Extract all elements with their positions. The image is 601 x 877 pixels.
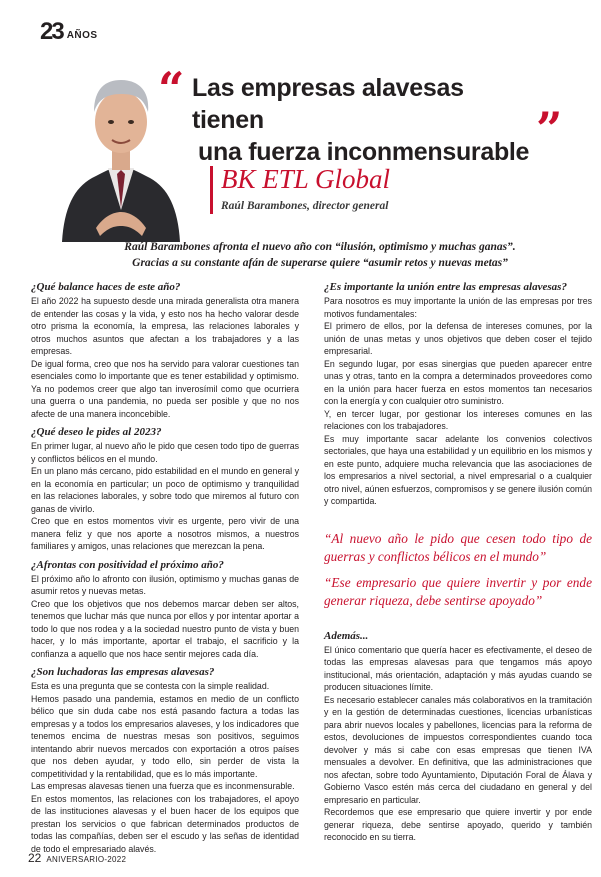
question-heading: ¿Afrontas con positividad el próximo año? — [31, 558, 224, 571]
answer-paragraph: En primer lugar, al nuevo año le pido que cesen todo tipo de guerras y conflictos bélicos en el mundo. — [31, 441, 299, 464]
logo-word: AÑOS — [66, 30, 98, 41]
answer-paragraph: En estos momentos, las relaciones con los trabajadores, el apoyo de las instituciones alavesas y el buen hacer de los equipos que prestan los servicios o que fabrican determinados productos de todas las compañías, deben ser el escudo y las señas de identidad de todo el empresariado alavés. — [31, 793, 299, 854]
pull-quote: “Al nuevo año le pido que cesen todo tipo de guerras y conflictos bélicos en el mundo” — [324, 530, 592, 564]
answer-paragraph: De igual forma, creo que nos ha servido para valorar cuestiones tan esenciales como lo importante que es tener estabilidad y optimismo. Ya no podemos creer que algo tan inverosímil como que ocurriera una guerra o una pandemia, no pueda ser posible y que no nos afecte de una manera inconcebible. — [31, 358, 299, 419]
answer-paragraph: Creo que los objetivos que nos debemos marcar deben ser altos, tenemos que luchar más que nunca por ellos y por intentar aportar a todo lo que nos rodea y a la sociedad nuestro punto de vista y buen hacer, y lo más importante, aportar el trabajo, el sacrificio y la confianza a aquello que nos hace sentir mejores cada día. — [31, 598, 299, 659]
answer-paragraph: Esta es una pregunta que se contesta con la simple realidad. — [31, 681, 270, 691]
person-caption: Raúl Barambones, director general — [221, 200, 389, 212]
page-number: 22 — [28, 851, 42, 865]
footer-label: ANIVERSARIO-2022 — [46, 855, 127, 864]
answer-paragraph: Es necesario establecer canales más colaborativos en la tramitación y en la gestión de determinadas cuestiones, licencias urbanísticas para abrir nuevos locales y pabellones, licencias para la reforma de estos, devoluciones de impuestos correspondientes cuando toca devolver y más si cabe con esas empresas que tienen IVA mensuales a devolver. En definitiva, que las administraciones que nos afectan, sobre todo Ayuntamiento, Diputación Foral de Álava y Gobierno Vasco estén más cerca del ciudadano en general y del empresario en particular. — [324, 694, 592, 805]
lead-line-1: Raúl Barambones afronta el nuevo año con “ilusión, optimismo y muchas ganas”. — [124, 241, 516, 253]
answer-paragraph: El año 2022 ha supuesto desde una mirada generalista otra manera de entender las cosas y la vida, y esto nos ha hecho valorar desde otro prisma la economía, la empresa, las relaciones laborales y otros muchos asuntos que afectan a los trabajadores y a las empresas. — [31, 296, 299, 356]
lead-line-2: Gracias a su constante afán de superarse quiere “asumir retos y nuevas metas” — [132, 257, 508, 269]
answer-paragraph: Hemos pasado una pandemia, estamos en medio de un conflicto bélico que sin duda cabe nos está pasando factura a todas las empresas y a todos los empresarios alaveses, y los indicadores que tenemos encima de nuestras mesas son positivos, seguimos intentando abrir nuevos mercados con exportación a otros países que nos deben ayudar, y todo ello, sin perder de vista la competitividad y la rentabilidad, que es lo más importante. — [31, 693, 299, 779]
answer-paragraph: Es muy importante sacar adelante los convenios colectivos sectoriales, que haya una estabilidad y un equilibrio en los mismos y en este punto, adquiere mucha relevancia que las asociaciones de los empresarios a nivel sectorial, a nivel empresarial o a cualquier otro nivel, aúnen esfuerzos, compromisos y se genere ilusión común y compartida. — [324, 433, 592, 506]
article-column-left — [31, 281, 299, 855]
answer-paragraph: Y, en tercer lugar, por gestionar los intereses comunes en las relaciones con los trabajadores. — [324, 408, 592, 431]
answer-paragraph: Para nosotros es muy importante la unión de las empresas por tres motivos fundamentales: — [324, 296, 592, 319]
answer-paragraph: Recordemos que ese empresario que quiere invertir y por ende generar riqueza, debe sentirse apoyado, querido y también reconocido en su tierra. — [324, 807, 592, 842]
answer-paragraph: Creo que en estos momentos vivir es urgente, pero vivir de una manera feliz y que nos aporte a nosotros mismos, a nuestros familiares y amigos, unas relaciones que merezcan la pena. — [31, 516, 299, 551]
headline — [192, 72, 542, 168]
answer-paragraph: El único comentario que quería hacer es efectivamente, el deseo de todas las empresas alavesas para que tengamos más apoyo institucional, más orientación, adaptación y más ayudas cuando se producen situaciones límite. — [324, 644, 592, 692]
company-name: BK ETL Global — [221, 164, 391, 194]
answer-paragraph: En segundo lugar, por esas sinergias que pueden aparecer entre unas y otras, tanto en la compra a determinados proveedores como en la unión para hacer fuerza en estos momentos tan necesarios con la energía y con cualquier otro suministro. — [324, 358, 592, 406]
quote-open-mark: “ — [158, 62, 185, 116]
question-heading: ¿Qué deseo le pides al 2023? — [31, 426, 162, 438]
answer-paragraph: En un plano más cercano, pido estabilidad en el mundo en general y en la economía en particular; un poco de optimismo y tranquilidad en las relaciones laborales, y sobre todo que miremos al futuro con ganas de vivirlo. — [31, 466, 299, 514]
article-column-right — [324, 281, 592, 844]
lead-paragraph — [60, 239, 580, 271]
headline-line-1: Las empresas alavesas tienen — [192, 74, 464, 134]
accent-rule — [210, 166, 213, 214]
page-footer — [28, 851, 126, 865]
magazine-logo — [40, 20, 98, 44]
pull-quote: “Ese empresario que quiere invertir y por ende generar riqueza, debe sentirse apoyado” — [324, 574, 592, 608]
answer-paragraph: El primero de ellos, por la defensa de intereses comunes, por la unión de unas metas y unos objetivos que deben coser el tejido empresarial. — [324, 321, 592, 356]
headline-line-2: una fuerza inconmensurable — [198, 138, 530, 166]
question-heading: ¿Qué balance haces de este año? — [31, 281, 181, 293]
answer-paragraph: El próximo año lo afronto con ilusión, optimismo y muchas ganas de asumir retos y nuevas metas. — [31, 573, 299, 596]
quote-close-mark: ” — [536, 102, 563, 156]
question-heading: ¿Son luchadoras las empresas alavesas? — [31, 666, 215, 678]
question-heading: Además... — [324, 629, 369, 642]
question-heading: ¿Es importante la unión entre las empresas alavesas? — [324, 281, 567, 293]
answer-paragraph: Las empresas alavesas tienen una fuerza que es inconmensurable. — [31, 781, 295, 791]
logo-number: 23 — [40, 18, 63, 45]
